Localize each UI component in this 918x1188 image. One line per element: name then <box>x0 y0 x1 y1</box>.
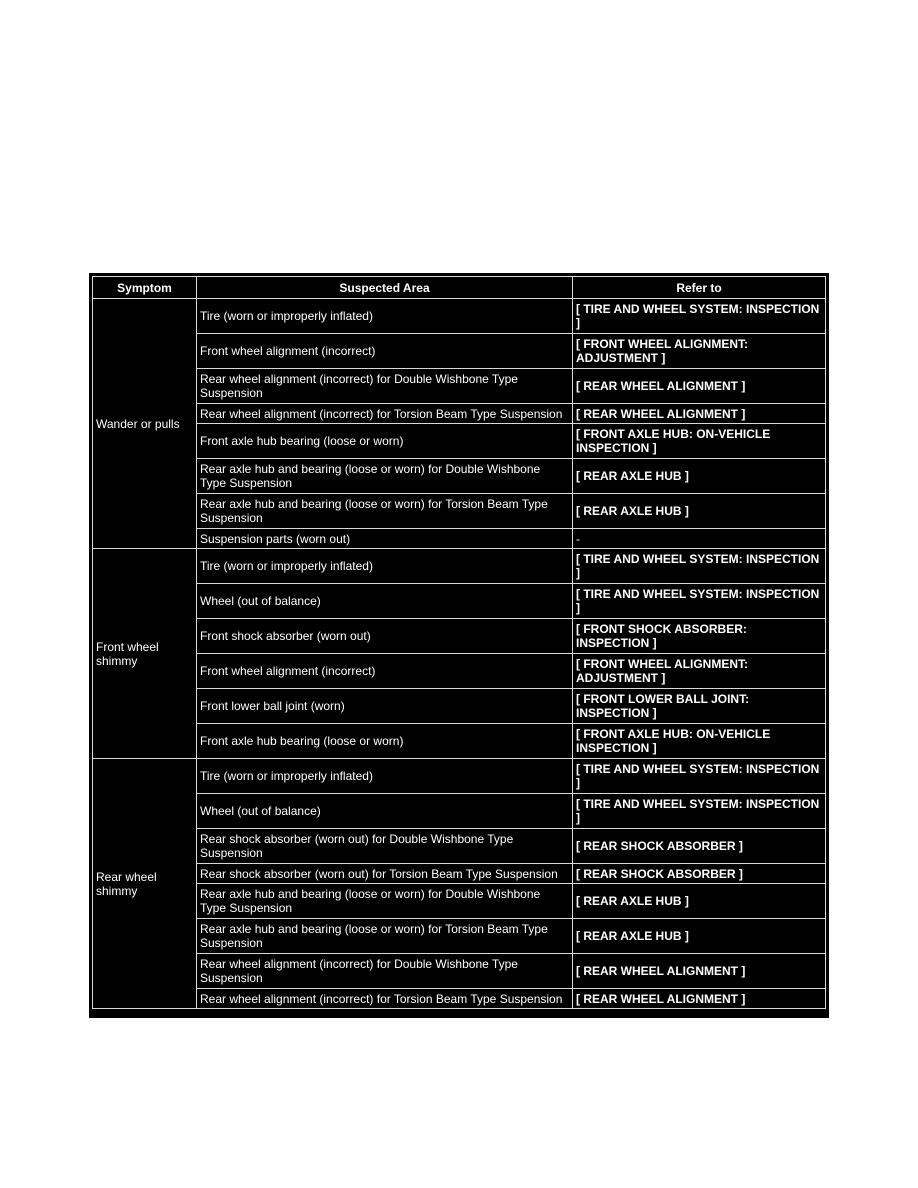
suspected-area-cell: Rear wheel alignment (incorrect) for Torsion Beam Type Suspension <box>197 404 573 424</box>
suspected-area-cell: Front axle hub bearing (loose or worn) <box>197 724 573 759</box>
table-row <box>93 829 826 864</box>
table-row <box>93 584 826 619</box>
table-row <box>93 654 826 689</box>
refer-to-link[interactable]: [ REAR AXLE HUB ] <box>573 919 826 954</box>
suspected-area-cell: Front lower ball joint (worn) <box>197 689 573 724</box>
refer-to-link[interactable]: [ FRONT LOWER BALL JOINT: INSPECTION ] <box>573 689 826 724</box>
refer-to-link[interactable]: [ REAR WHEEL ALIGNMENT ] <box>573 954 826 989</box>
header-suspected-area: Suspected Area <box>197 277 573 299</box>
table-row <box>93 369 826 404</box>
refer-to-link[interactable]: [ FRONT WHEEL ALIGNMENT: ADJUSTMENT ] <box>573 654 826 689</box>
refer-to-link[interactable]: [ REAR AXLE HUB ] <box>573 884 826 919</box>
table-row <box>93 459 826 494</box>
refer-to-link[interactable]: [ REAR WHEEL ALIGNMENT ] <box>573 369 826 404</box>
symptom-cell: Rear wheel shimmy <box>93 759 197 1009</box>
suspected-area-cell: Rear wheel alignment (incorrect) for Torsion Beam Type Suspension <box>197 989 573 1009</box>
refer-to-link[interactable]: [ TIRE AND WHEEL SYSTEM: INSPECTION ] <box>573 584 826 619</box>
symptom-cell: Front wheel shimmy <box>93 549 197 759</box>
table-row <box>93 549 826 584</box>
refer-to-link[interactable]: [ FRONT SHOCK ABSORBER: INSPECTION ] <box>573 619 826 654</box>
diagnosis-table-frame <box>89 273 829 1018</box>
table-row <box>93 529 826 549</box>
suspected-area-cell: Rear wheel alignment (incorrect) for Double Wishbone Type Suspension <box>197 954 573 989</box>
refer-to-link[interactable]: [ FRONT WHEEL ALIGNMENT: ADJUSTMENT ] <box>573 334 826 369</box>
refer-to-link[interactable]: [ FRONT AXLE HUB: ON-VEHICLE INSPECTION ] <box>573 424 826 459</box>
refer-to-link[interactable]: [ REAR AXLE HUB ] <box>573 459 826 494</box>
table-row <box>93 689 826 724</box>
refer-to-link[interactable]: [ FRONT AXLE HUB: ON-VEHICLE INSPECTION ] <box>573 724 826 759</box>
refer-to-link[interactable]: [ TIRE AND WHEEL SYSTEM: INSPECTION ] <box>573 549 826 584</box>
suspected-area-cell: Front shock absorber (worn out) <box>197 619 573 654</box>
table-row <box>93 619 826 654</box>
suspected-area-cell: Rear wheel alignment (incorrect) for Double Wishbone Type Suspension <box>197 369 573 404</box>
table-row <box>93 989 826 1009</box>
refer-to-cell: - <box>573 529 826 549</box>
table-row <box>93 724 826 759</box>
table-row <box>93 759 826 794</box>
refer-to-link[interactable]: [ REAR WHEEL ALIGNMENT ] <box>573 404 826 424</box>
suspected-area-cell: Wheel (out of balance) <box>197 794 573 829</box>
suspected-area-cell: Rear axle hub and bearing (loose or worn) for Double Wishbone Type Suspension <box>197 884 573 919</box>
table-row <box>93 954 826 989</box>
refer-to-link[interactable]: [ TIRE AND WHEEL SYSTEM: INSPECTION ] <box>573 299 826 334</box>
table-row <box>93 334 826 369</box>
refer-to-link[interactable]: [ REAR SHOCK ABSORBER ] <box>573 864 826 884</box>
refer-to-link[interactable]: [ REAR AXLE HUB ] <box>573 494 826 529</box>
suspected-area-cell: Rear shock absorber (worn out) for Double Wishbone Type Suspension <box>197 829 573 864</box>
symptom-cell: Wander or pulls <box>93 299 197 549</box>
suspected-area-cell: Rear axle hub and bearing (loose or worn) for Torsion Beam Type Suspension <box>197 494 573 529</box>
suspected-area-cell: Suspension parts (worn out) <box>197 529 573 549</box>
table-row <box>93 424 826 459</box>
header-symptom: Symptom <box>93 277 197 299</box>
table-row <box>93 494 826 529</box>
suspected-area-cell: Tire (worn or improperly inflated) <box>197 549 573 584</box>
suspected-area-cell: Tire (worn or improperly inflated) <box>197 299 573 334</box>
refer-to-link[interactable]: [ REAR WHEEL ALIGNMENT ] <box>573 989 826 1009</box>
table-row <box>93 404 826 424</box>
header-refer-to: Refer to <box>573 277 826 299</box>
suspected-area-cell: Front axle hub bearing (loose or worn) <box>197 424 573 459</box>
suspected-area-cell: Wheel (out of balance) <box>197 584 573 619</box>
suspected-area-cell: Front wheel alignment (incorrect) <box>197 334 573 369</box>
table-row <box>93 884 826 919</box>
suspected-area-cell: Front wheel alignment (incorrect) <box>197 654 573 689</box>
suspected-area-cell: Rear axle hub and bearing (loose or worn) for Torsion Beam Type Suspension <box>197 919 573 954</box>
table-row <box>93 794 826 829</box>
table-row <box>93 919 826 954</box>
refer-to-link[interactable]: [ TIRE AND WHEEL SYSTEM: INSPECTION ] <box>573 759 826 794</box>
table-row <box>93 299 826 334</box>
refer-to-link[interactable]: [ TIRE AND WHEEL SYSTEM: INSPECTION ] <box>573 794 826 829</box>
suspected-area-cell: Rear axle hub and bearing (loose or worn) for Double Wishbone Type Suspension <box>197 459 573 494</box>
suspected-area-cell: Tire (worn or improperly inflated) <box>197 759 573 794</box>
table-row <box>93 864 826 884</box>
suspected-area-cell: Rear shock absorber (worn out) for Torsion Beam Type Suspension <box>197 864 573 884</box>
diagnosis-table <box>92 276 826 1009</box>
refer-to-link[interactable]: [ REAR SHOCK ABSORBER ] <box>573 829 826 864</box>
